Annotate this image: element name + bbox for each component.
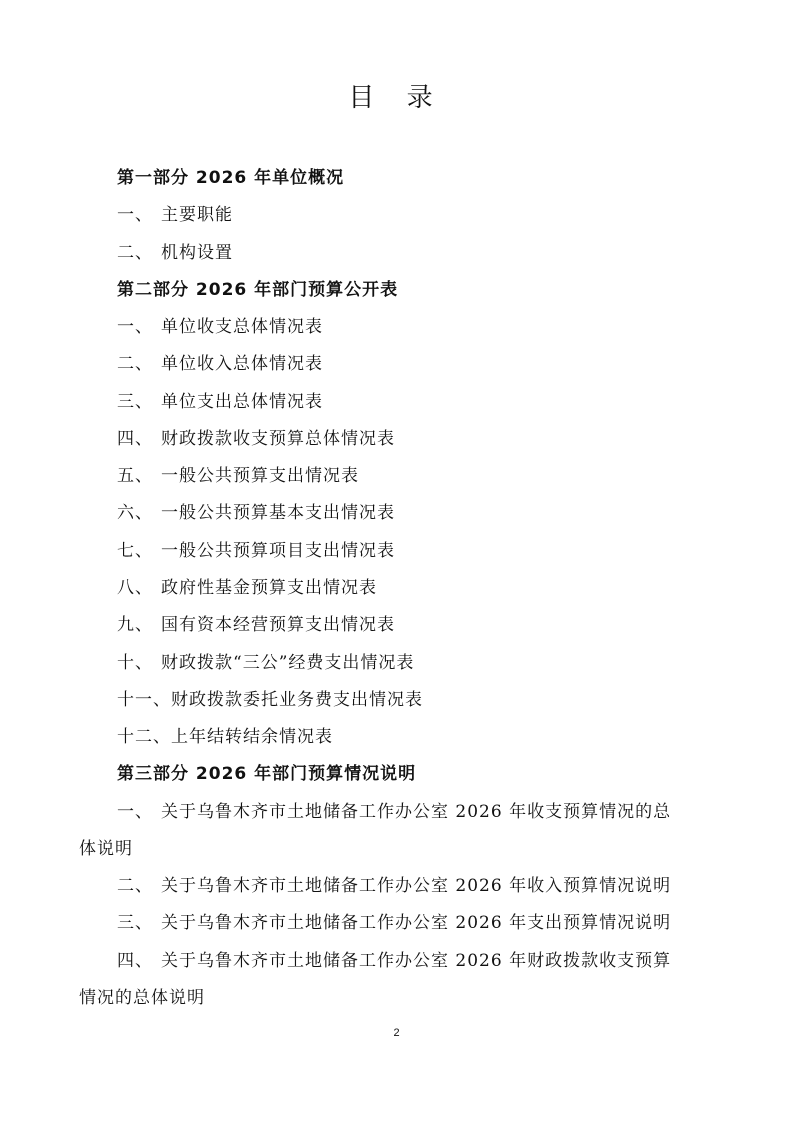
toc-item[interactable]	[117, 607, 757, 644]
toc-item[interactable]	[79, 794, 681, 868]
section-heading-2: 第二部分 2026 年部门预算公开表	[117, 280, 399, 300]
toc-item[interactable]	[117, 570, 757, 607]
toc-item-number: 七、	[117, 541, 153, 561]
toc-item-number: 一、	[117, 317, 153, 337]
toc-item[interactable]	[117, 346, 757, 383]
section-heading-3: 第三部分 2026 年部门预算情况说明	[117, 764, 417, 784]
toc-item-text: 关于乌鲁木齐市土地储备工作办公室 2026 年收支预算情况的总体说明	[79, 802, 672, 859]
toc-item-text: 一般公共预算支出情况表	[161, 466, 359, 486]
toc-item-text: 上年结转结余情况表	[171, 727, 333, 747]
toc-item[interactable]	[117, 868, 757, 905]
toc-item[interactable]	[117, 719, 757, 756]
toc-item[interactable]	[117, 533, 757, 570]
toc-item-number: 五、	[117, 466, 153, 486]
toc-item-number: 二、	[117, 876, 153, 896]
toc-item-text: 主要职能	[161, 205, 233, 225]
toc-item-text: 财政拨款收支预算总体情况表	[161, 429, 395, 449]
toc-item[interactable]	[117, 421, 757, 458]
toc-item[interactable]	[117, 645, 757, 682]
toc-item-number: 十、	[117, 653, 153, 673]
toc-item-number: 二、	[117, 243, 153, 263]
toc-item-text: 关于乌鲁木齐市土地储备工作办公室 2026 年支出预算情况说明	[161, 913, 672, 933]
toc-item-number: 四、	[117, 951, 153, 971]
toc-item[interactable]	[117, 495, 757, 532]
section-heading-1: 第一部分 2026 年单位概况	[117, 168, 345, 188]
toc-item-text: 单位收入总体情况表	[161, 354, 323, 374]
toc-item[interactable]	[117, 905, 757, 942]
toc-item-number: 六、	[117, 503, 153, 523]
toc-item-text: 财政拨款“三公”经费支出情况表	[161, 653, 415, 673]
toc-item-number: 十一、	[117, 690, 171, 710]
page-title: 目 录	[348, 83, 445, 113]
toc-item-text: 一般公共预算项目支出情况表	[161, 541, 395, 561]
toc-item-text: 单位收支总体情况表	[161, 317, 323, 337]
toc-item[interactable]	[79, 943, 681, 1017]
toc-item-text: 关于乌鲁木齐市土地储备工作办公室 2026 年财政拨款收支预算情况的总体说明	[79, 951, 672, 1008]
toc-item-number: 十二、	[117, 727, 171, 747]
toc-item[interactable]	[117, 235, 757, 272]
toc-item-number: 八、	[117, 578, 153, 598]
toc-item-number: 三、	[117, 392, 153, 412]
toc-item[interactable]	[117, 682, 757, 719]
toc-item-text: 机构设置	[161, 243, 233, 263]
toc-item[interactable]	[117, 197, 757, 234]
toc-item-text: 单位支出总体情况表	[161, 392, 323, 412]
toc-item[interactable]	[117, 384, 757, 421]
toc-item-text: 一般公共预算基本支出情况表	[161, 503, 395, 523]
toc-item-number: 一、	[117, 205, 153, 225]
toc-item-number: 四、	[117, 429, 153, 449]
page-number: 2	[393, 1027, 400, 1039]
toc-item-number: 一、	[117, 802, 153, 822]
toc-item-number: 三、	[117, 913, 153, 933]
toc-item-text: 国有资本经营预算支出情况表	[161, 615, 395, 635]
toc-item[interactable]	[117, 458, 757, 495]
toc-item-text: 关于乌鲁木齐市土地储备工作办公室 2026 年收入预算情况说明	[161, 876, 672, 896]
toc-item-text: 财政拨款委托业务费支出情况表	[171, 690, 423, 710]
toc-item-text: 政府性基金预算支出情况表	[161, 578, 377, 598]
toc-item[interactable]	[117, 309, 757, 346]
toc-item-number: 二、	[117, 354, 153, 374]
toc-item-number: 九、	[117, 615, 153, 635]
